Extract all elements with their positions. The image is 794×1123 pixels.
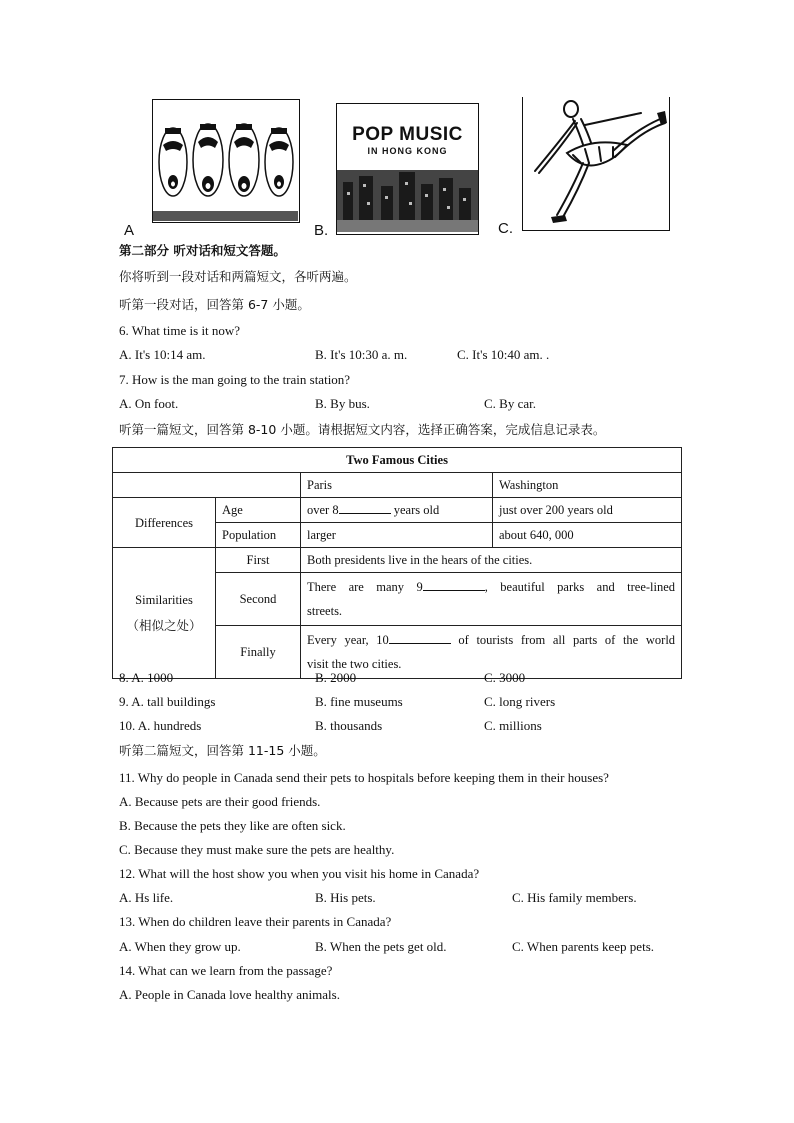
col-header-washington: Washington — [493, 473, 682, 498]
q13-option-b: B. When the pets get old. — [315, 939, 447, 954]
q9-option-c: C. long rivers — [484, 694, 556, 709]
q11-option-b: B. Because the pets they like are often sick. — [119, 818, 346, 833]
picture-a-opera-masks — [152, 99, 300, 223]
q7-option-c: C. By car. — [484, 396, 536, 411]
row-label-age: Age — [216, 498, 301, 523]
q12-option-b: B. His pets. — [315, 890, 376, 905]
q11-option-c: C. Because they must make sure the pets are healthy. — [119, 842, 395, 857]
cell-first: Both presidents live in the hears of the cities. — [301, 548, 682, 573]
row-group-similarities — [113, 548, 216, 679]
q7-text: 7. How is the man going to the train station? — [119, 372, 351, 387]
part2-intro: 你将听到一段对话和两篇短文，各听两遍。 — [119, 269, 357, 284]
q11-option-a: A. Because pets are their good friends. — [119, 794, 321, 809]
q10-option-a: 10. A. hundreds — [119, 718, 202, 733]
col-header-paris: Paris — [301, 473, 493, 498]
ballet-dancer-icon — [523, 97, 668, 229]
cell-age-washington: just over 200 years old — [493, 498, 682, 523]
cell-population-paris: larger — [301, 523, 493, 548]
cell-second: There are many 9 , beautiful parks and tree-lined streets. — [301, 573, 682, 626]
q8-option-c: C. 3000 — [484, 670, 526, 685]
picture-c-ballet-dancer — [522, 97, 670, 231]
q10-option-c: C. millions — [484, 718, 542, 733]
picture-b-pop-music-poster — [336, 103, 479, 235]
info-record-table — [112, 447, 682, 679]
cell-age-paris: over 8 years old — [301, 498, 493, 523]
poster-title: POP MUSIC — [352, 124, 463, 145]
cell-finally: Every year, 10 of tourists from all parts of the world visit the two cities. — [301, 626, 682, 679]
q13-text: 13. When do children leave their parents in Canada? — [119, 914, 392, 929]
city-skyline-icon — [337, 162, 478, 232]
passage2-intro: 听第二篇短文，回答第 11-15 小题。 — [119, 743, 326, 758]
q7-option-a: A. On foot. — [119, 396, 179, 411]
poster-subtitle: IN HONG KONG — [367, 146, 448, 156]
q12-option-a: A. Hs life. — [119, 890, 174, 905]
q6-option-b: B. It's 10:30 a. m. — [315, 347, 408, 362]
q9-option-b: B. fine museums — [315, 694, 403, 709]
opera-masks-icon — [153, 100, 298, 221]
q14-option-a: A. People in Canada love healthy animals. — [119, 987, 340, 1002]
dialog-intro: 听第一段对话，回答第 6-7 小题。 — [119, 297, 310, 312]
q14-text: 14. What can we learn from the passage? — [119, 963, 333, 978]
table-empty-header — [113, 473, 301, 498]
q7-option-b: B. By bus. — [315, 396, 370, 411]
second-line2: streets. — [307, 604, 343, 618]
similarities-cn-label: （相似之处） — [126, 618, 202, 633]
q8-option-a: 8. A. 1000 — [119, 670, 174, 685]
blank-10 — [389, 632, 451, 644]
part2-heading: 第二部分 听对话和短文答题。 — [119, 243, 286, 258]
picture-b-label: B. — [314, 222, 329, 239]
q9-option-a: 9. A. tall buildings — [119, 694, 216, 709]
blank-8 — [339, 502, 391, 514]
row-group-differences: Differences — [113, 498, 216, 548]
q10-option-b: B. thousands — [315, 718, 383, 733]
row-label-first: First — [216, 548, 301, 573]
picture-c-label: C. — [498, 220, 513, 237]
similarities-label: Similarities — [135, 593, 193, 607]
q13-option-c: C. When parents keep pets. — [512, 939, 654, 954]
blank-9 — [423, 579, 485, 591]
q6-option-a: A. It's 10:14 am. — [119, 347, 206, 362]
cell-population-washington: about 640, 000 — [493, 523, 682, 548]
row-label-second: Second — [216, 573, 301, 626]
q8-option-b: B. 2000 — [315, 670, 357, 685]
passage1-intro: 听第一篇短文，回答第 8-10 小题。请根据短文内容，选择正确答案，完成信息记录表。 — [119, 422, 606, 437]
q12-text: 12. What will the host show you when you visit his home in Canada? — [119, 866, 480, 881]
row-label-population: Population — [216, 523, 301, 548]
q13-option-a: A. When they grow up. — [119, 939, 241, 954]
q6-text: 6. What time is it now? — [119, 323, 241, 338]
q11-text: 11. Why do people in Canada send their pets to hospitals before keeping them in their houses? — [119, 770, 609, 785]
row-label-finally: Finally — [216, 626, 301, 679]
q12-option-c: C. His family members. — [512, 890, 637, 905]
table-title: Two Famous Cities — [113, 448, 682, 473]
picture-a-label: A — [124, 222, 135, 239]
q6-option-c: C. It's 10:40 am. . — [457, 347, 550, 362]
finally-line2: visit the two cities. — [307, 657, 402, 671]
